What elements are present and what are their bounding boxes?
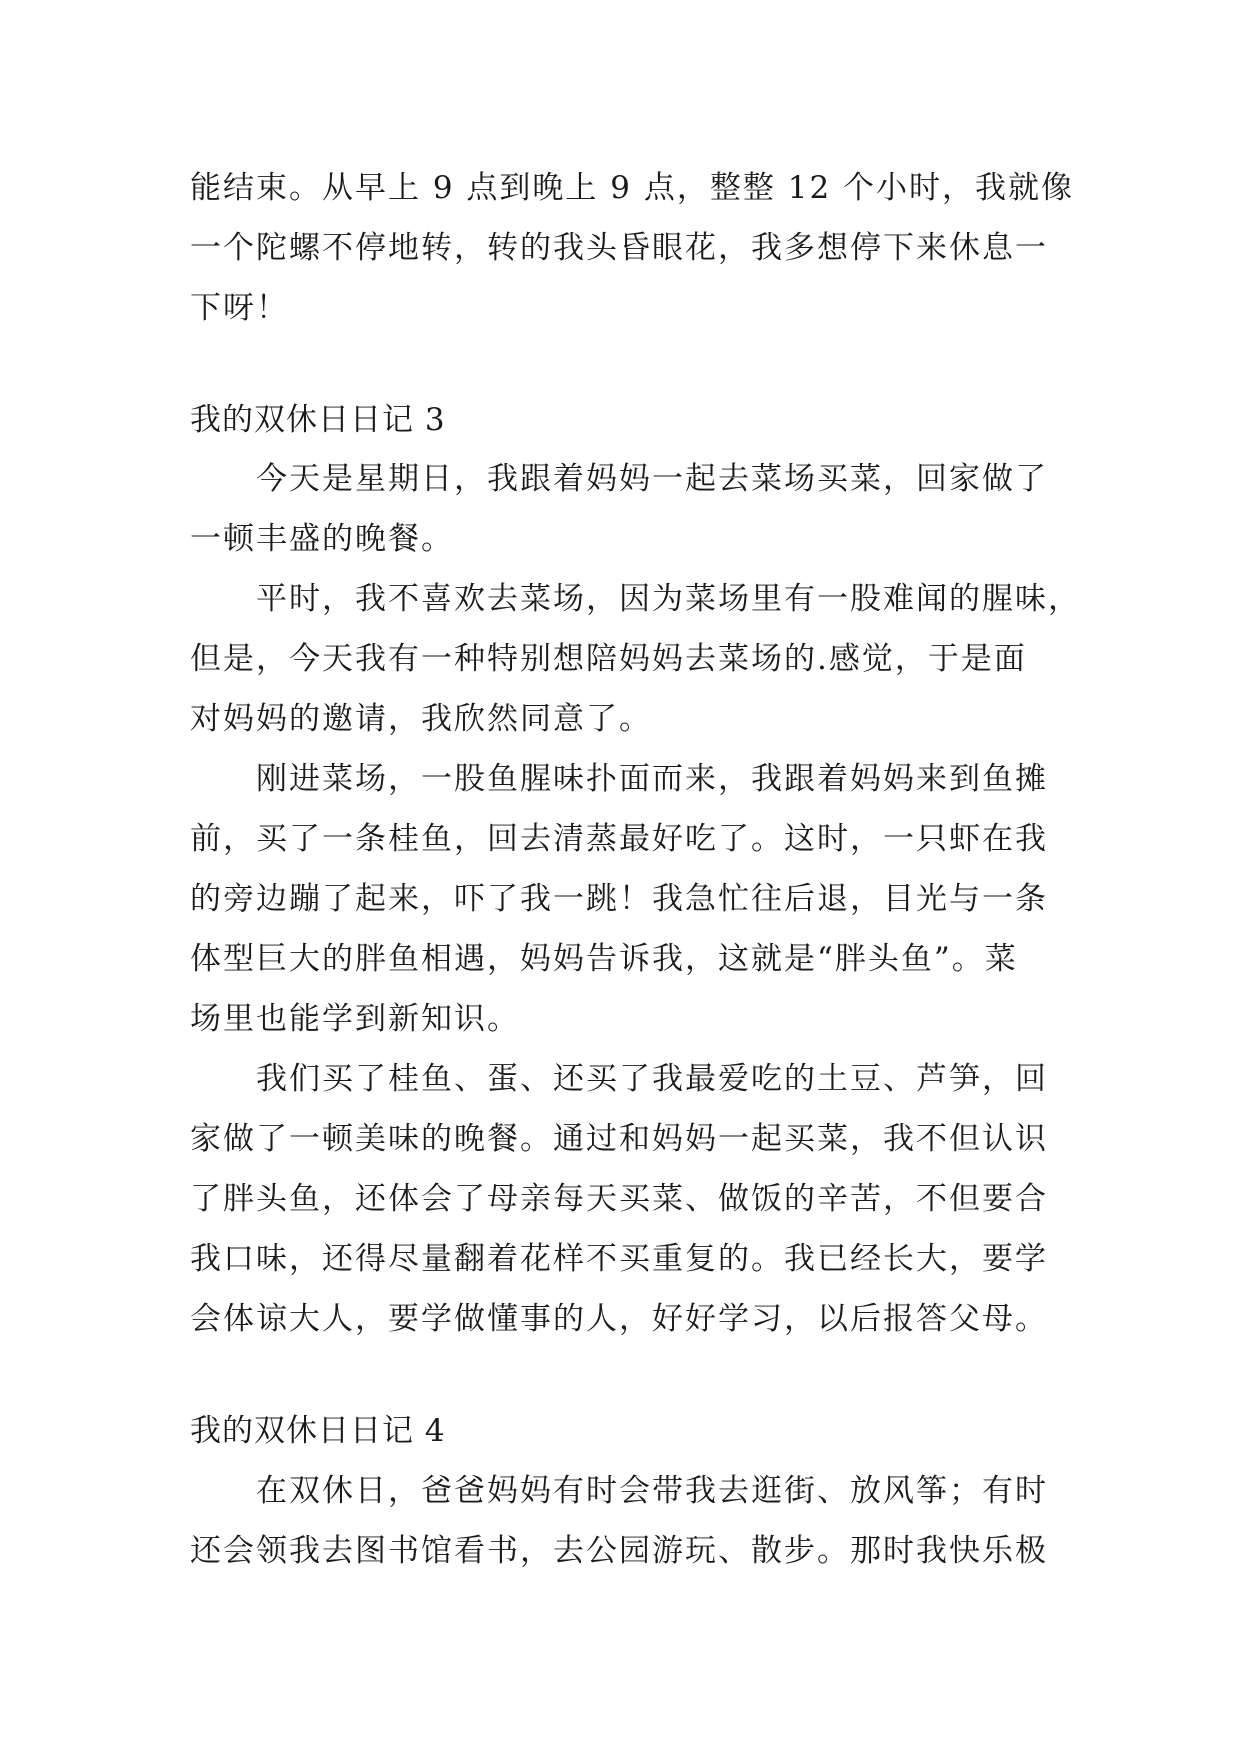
paragraph-line: 在双休日，爸爸妈妈有时会带我去逛街、放风筝；有时 <box>190 1473 1048 1509</box>
paragraph-line: 的旁边蹦了起来，吓了我一跳！我急忙往后退，目光与一条 <box>190 881 1048 917</box>
paragraph-line: 能结束。从早上 9 点到晚上 9 点，整整 12 个小时，我就像 <box>190 170 1075 206</box>
section-heading: 我的双休日日记 3 <box>190 402 446 438</box>
paragraph-line: 但是，今天我有一种特别想陪妈妈去菜场的.感觉，于是面 <box>190 641 1027 677</box>
paragraph-line: 体型巨大的胖鱼相遇，妈妈告诉我，这就是“胖头鱼”。菜 <box>190 941 1018 977</box>
paragraph-line: 家做了一顿美味的晚餐。通过和妈妈一起买菜，我不但认识 <box>190 1121 1048 1157</box>
paragraph-line: 前，买了一条桂鱼，回去清蒸最好吃了。这时，一只虾在我 <box>190 821 1048 857</box>
paragraph-line: 刚进菜场，一股鱼腥味扑面而来，我跟着妈妈来到鱼摊 <box>190 761 1048 797</box>
paragraph-line: 会体谅大人，要学做懂事的人，好好学习，以后报答父母。 <box>190 1301 1048 1337</box>
paragraph-line: 平时，我不喜欢去菜场，因为菜场里有一股难闻的腥味， <box>190 581 1081 617</box>
paragraph-line: 一个陀螺不停地转，转的我头昏眼花，我多想停下来休息一 <box>190 230 1048 266</box>
paragraph-line: 我们买了桂鱼、蛋、还买了我最爱吃的土豆、芦笋，回 <box>190 1061 1048 1097</box>
paragraph-line: 了胖头鱼，还体会了母亲每天买菜、做饭的辛苦，不但要合 <box>190 1181 1048 1217</box>
section-heading: 我的双休日日记 4 <box>190 1413 446 1449</box>
paragraph-line: 对妈妈的邀请，我欣然同意了。 <box>190 701 652 737</box>
paragraph-line: 还会领我去图书馆看书，去公园游玩、散步。那时我快乐极 <box>190 1533 1048 1569</box>
paragraph-line: 场里也能学到新知识。 <box>190 1001 520 1037</box>
paragraph-line: 下呀！ <box>190 290 289 326</box>
paragraph-line: 今天是星期日，我跟着妈妈一起去菜场买菜，回家做了 <box>190 461 1048 497</box>
paragraph-line: 我口味，还得尽量翻着花样不买重复的。我已经长大，要学 <box>190 1241 1048 1277</box>
paragraph-line: 一顿丰盛的晚餐。 <box>190 521 454 557</box>
